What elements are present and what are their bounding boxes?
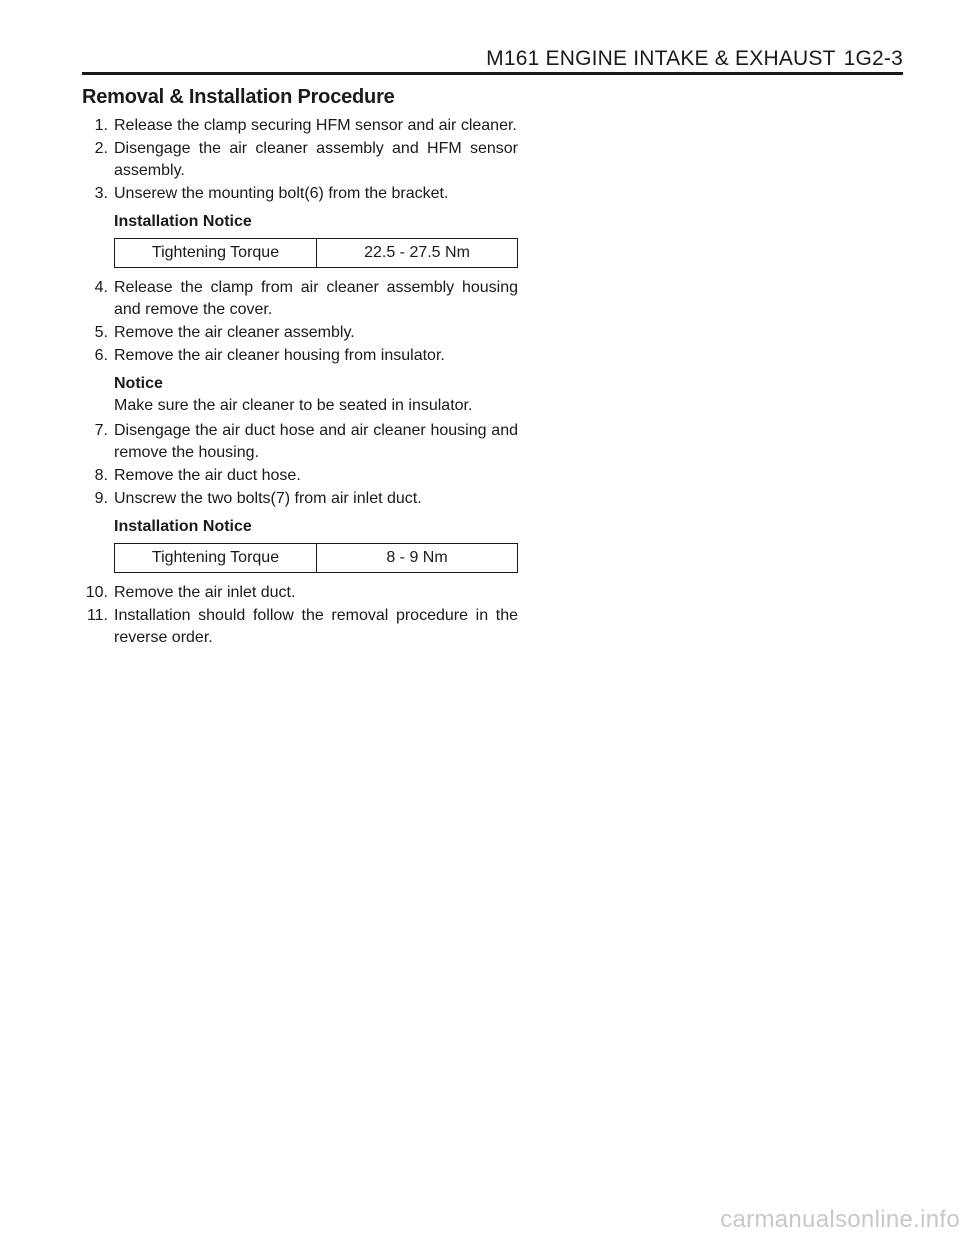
torque-label-cell: Tightening Torque <box>115 239 317 268</box>
step-number: 11. <box>86 607 108 624</box>
step-text: Installation should follow the removal procedure in the reverse order. <box>114 607 518 646</box>
step-number: 6. <box>94 347 108 364</box>
notice-label: Notice <box>114 375 163 392</box>
step-text: Remove the air duct hose. <box>114 467 301 484</box>
step-text: Remove the air cleaner assembly. <box>114 324 355 341</box>
step-item <box>82 420 518 464</box>
installation-notice-label: Installation Notice <box>114 213 252 230</box>
step-number: 2. <box>94 140 108 157</box>
torque-table <box>114 543 518 573</box>
torque-value-cell: 8 - 9 Nm <box>386 549 448 566</box>
step-item <box>82 183 518 205</box>
step-item <box>82 138 518 182</box>
step-item <box>82 115 518 137</box>
step-text: Remove the air inlet duct. <box>114 584 296 601</box>
installation-notice-label: Installation Notice <box>114 518 252 535</box>
step-item <box>82 605 518 649</box>
header-rule <box>82 72 903 75</box>
step-item <box>82 488 518 510</box>
step-item <box>82 345 518 367</box>
step-text: Disengage the air duct hose and air cleaner housing and remove the housing. <box>114 422 518 461</box>
torque-table <box>114 238 518 268</box>
notice-text: Make sure the air cleaner to be seated in insulator. <box>114 397 473 414</box>
step-text: Unscrew the two bolts(7) from air inlet duct. <box>114 490 422 507</box>
step-number: 1. <box>94 117 108 134</box>
procedure-body <box>82 115 518 650</box>
table-row <box>115 239 518 268</box>
page-number: 1G2-3 <box>843 47 903 70</box>
torque-value-cell: 22.5 - 27.5 Nm <box>364 244 470 261</box>
step-item <box>82 277 518 321</box>
section-title: M161 ENGINE INTAKE & EXHAUST <box>486 47 836 70</box>
step-text: Remove the air cleaner housing from insulator. <box>114 347 445 364</box>
step-text: Unserew the mounting bolt(6) from the bracket. <box>114 185 449 202</box>
step-number: 9. <box>94 490 108 507</box>
step-text: Release the clamp from air cleaner assembly housing and remove the cover. <box>114 279 518 318</box>
step-item <box>82 465 518 487</box>
step-text: Disengage the air cleaner assembly and HFM sensor assembly. <box>114 140 518 179</box>
step-number: 4. <box>94 279 108 296</box>
step-item <box>82 582 518 604</box>
watermark: carmanualsonline.info <box>720 1206 960 1233</box>
step-number: 5. <box>94 324 108 341</box>
procedure-title: Removal & Installation Procedure <box>82 86 395 108</box>
page-header <box>0 47 903 71</box>
torque-label-cell: Tightening Torque <box>115 544 317 573</box>
table-row <box>115 544 518 573</box>
step-item <box>82 322 518 344</box>
step-number: 7. <box>94 422 108 439</box>
step-number: 8. <box>94 467 108 484</box>
step-text: Release the clamp securing HFM sensor and air cleaner. <box>114 117 517 134</box>
step-number: 3. <box>94 185 108 202</box>
step-number: 10. <box>85 584 108 601</box>
